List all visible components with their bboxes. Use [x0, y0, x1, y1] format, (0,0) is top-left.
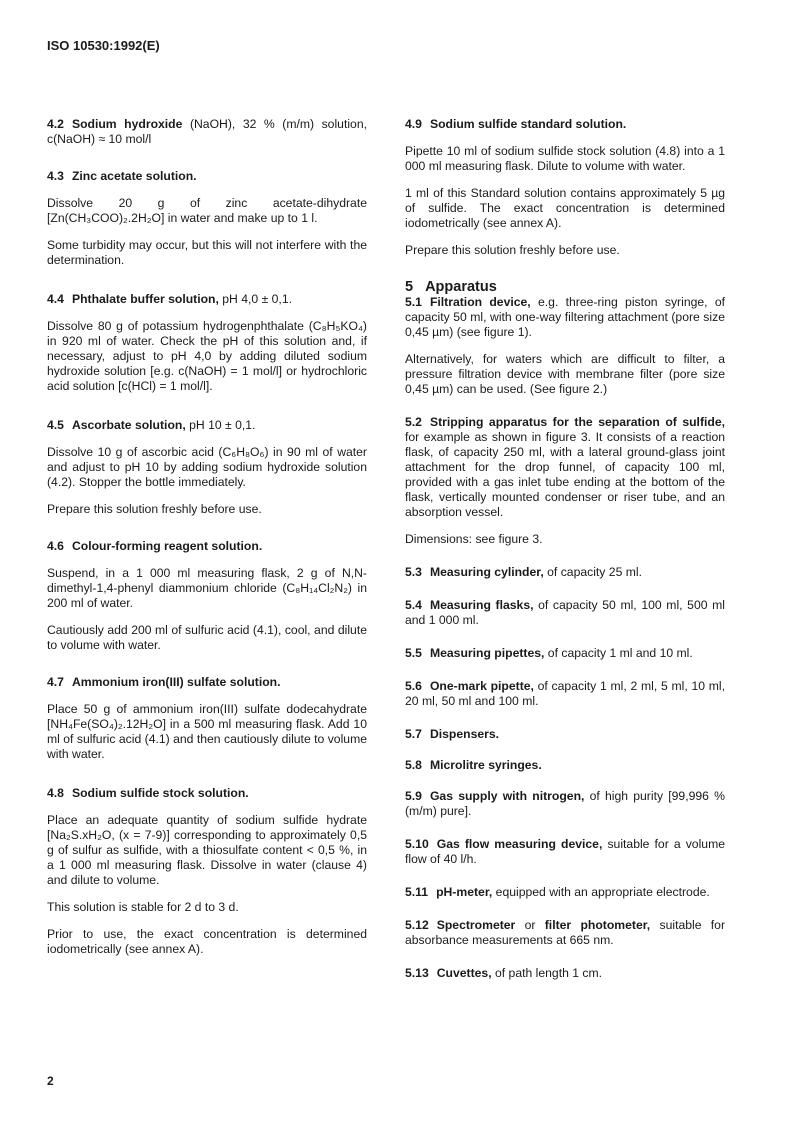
paragraph: This solution is stable for 2 d to 3 d.: [47, 900, 239, 914]
paragraph: Pipette 10 ml of sodium sulfide stock solution (4.8) into a 1 000 ml measuring flask. Dilute to volume with water.: [405, 144, 725, 173]
paragraph: Cautiously add 200 ml of sulfuric acid (4.1), cool, and dilute to volume with water.: [47, 623, 367, 652]
clause-title: Gas supply with nitrogen,: [429, 789, 585, 803]
paragraph: Alternatively, for waters which are difficult to filter, a pressure filtration device with membrane filter (pore size 0,45 µm) can be used. (See figure 2.): [405, 352, 725, 396]
clause-title: Colour-forming reagent solution.: [71, 539, 263, 553]
clause-number: 5.7: [405, 727, 422, 741]
clause-text: of capacity 25 ml.: [547, 565, 642, 579]
clause-5-4: [405, 598, 725, 628]
clause-5-5: [405, 646, 725, 661]
clause-number: 5.13: [405, 966, 429, 980]
paragraph: Dissolve 20 g of zinc acetate-dihydrate [Zn(CH₃COO)₂.2H₂O] in water and make up to 1 l.: [47, 196, 367, 225]
paragraph: 1 ml of this Standard solution contains approximately 5 µg of sulfide. The exact concentration is determined iodometrically (see annex A).: [405, 186, 725, 230]
paragraph: Dissolve 80 g of potassium hydrogenphthalate (C₈H₅KO₄) in 920 ml of water. Check the pH of this solution and, if necessary, adjust to pH 4,0 by adding diluted sodium hydroxide solution [e.g. c(NaOH) = 1 mol/l] or hydrochloric acid solution [c(HCl) = 1 mol/l].: [47, 319, 367, 393]
clause-title: pH-meter,: [436, 885, 493, 899]
clause-title: One-mark pipette,: [429, 679, 534, 693]
clause-title: Zinc acetate solution.: [71, 169, 197, 183]
clause-text: equipped with an appropriate electrode.: [495, 885, 710, 899]
clause-title-tail: pH 10 ± 0,1.: [189, 418, 256, 432]
right-column: [405, 117, 725, 999]
clause-title: Spectrometer: [436, 918, 516, 932]
paragraph: Prior to use, the exact concentration is determined iodometrically (see annex A).: [47, 927, 367, 956]
clause-number: 4.5: [47, 418, 64, 432]
clause-text: e.g. three-ring piston syringe, of capacity 50 ml, with one-way filtering attachment (pore size 0,45 µm) (see figure 1).: [405, 295, 725, 339]
clause-5-2: [405, 415, 725, 547]
clause-4-5: [47, 418, 367, 517]
paragraph: Prepare this solution freshly before use.: [405, 243, 620, 257]
clause-number: 4.6: [47, 539, 64, 553]
clause-4-8: [47, 786, 367, 957]
clause-text: of high purity [99,996 % (m/m) pure].: [405, 789, 725, 818]
clause-title: Stripping apparatus for the separation of sulfide,: [429, 415, 725, 429]
clause-title: Measuring flasks,: [429, 598, 534, 612]
document-header: ISO 10530:1992(E): [47, 38, 160, 53]
clause-number: 4.2: [47, 117, 64, 131]
clause-4-6: [47, 539, 367, 653]
clause-5-13: [405, 966, 725, 981]
clause-text: of path length 1 cm.: [495, 966, 603, 980]
clause-title: Microlitre syringes.: [429, 758, 542, 772]
clause-number: 5.1: [405, 295, 422, 309]
section-title: Apparatus: [425, 279, 497, 295]
clause-5-7: [405, 727, 725, 742]
paragraph: Some turbidity may occur, but this will not interfere with the determination.: [47, 238, 367, 267]
clause-text: of capacity 1 ml, 2 ml, 5 ml, 10 ml, 20 ml, 50 ml and 100 ml.: [405, 679, 725, 708]
clause-4-4: [47, 292, 367, 394]
clause-number: 5.8: [405, 758, 422, 772]
clause-title: Measuring pipettes,: [429, 646, 545, 660]
clause-number: 5.9: [405, 789, 422, 803]
clause-title-tail: pH 4,0 ± 0,1.: [222, 292, 292, 306]
page-number: 2: [47, 1074, 54, 1088]
section-number: 5: [405, 279, 414, 295]
clause-number: 4.3: [47, 169, 64, 183]
clause-text: of capacity 50 ml, 100 ml, 500 ml and 1 000 ml.: [405, 598, 726, 627]
clause-title: Sodium sulfide stock solution.: [71, 786, 249, 800]
left-column: [47, 117, 367, 975]
clause-title-alt: filter photometer,: [544, 918, 651, 932]
clause-number: 5.12: [405, 918, 429, 932]
clause-number: 4.7: [47, 675, 64, 689]
clause-number: 5.5: [405, 646, 422, 660]
clause-title: Phthalate buffer solution,: [71, 292, 219, 306]
clause-5-1: [405, 295, 725, 397]
clause-5-9: [405, 789, 725, 819]
clause-text: suitable for absorbance measurements at 665 nm.: [405, 918, 726, 947]
clause-title: Gas flow measuring device,: [436, 837, 603, 851]
clause-number: 5.2: [405, 415, 422, 429]
clause-5-11: [405, 885, 725, 900]
paragraph: Prepare this solution freshly before use.: [47, 502, 262, 516]
clause-text: for example as shown in figure 3. It consists of a reaction flask, of capacity 250 ml, with a lateral ground-glass joint attachment for the drop funnel, of capacity 100 ml, provided with a gas inlet tube ending at the bottom of the flask, vertically mounted condenser or riser tube, and an absorption vessel.: [405, 430, 725, 519]
clause-connector: or: [524, 918, 536, 932]
clause-title: Ascorbate solution,: [71, 418, 186, 432]
paragraph: Place 50 g of ammonium iron(III) sulfate dodecahydrate [NH₄Fe(SO₄)₂.12H₂O] in a 500 ml measuring flask. Add 10 ml of sulfuric acid (4.1) and then cautiously dilute to volume with water.: [47, 702, 367, 761]
clause-text: of capacity 1 ml and 10 ml.: [547, 646, 693, 660]
clause-text: (NaOH), 32 % (m/m) solution, c(NaOH) ≈ 10 mol/l: [47, 117, 367, 146]
clause-title: Measuring cylinder,: [429, 565, 544, 579]
clause-title: Sodium hydroxide: [71, 117, 183, 131]
clause-number: 4.8: [47, 786, 64, 800]
clause-number: 4.4: [47, 292, 64, 306]
paragraph: Dissolve 10 g of ascorbic acid (C₆H₈O₆) in 90 ml of water and adjust to pH 10 by adding sodium hydroxide solution (4.2). Stopper the bottle immediately.: [47, 445, 367, 489]
paragraph: Suspend, in a 1 000 ml measuring flask, 2 g of N,N-dimethyl-1,4-phenyl diammonium chloride (C₈H₁₄Cl₂N₂) in 200 ml of water.: [47, 566, 367, 610]
clause-title: Filtration device,: [429, 295, 531, 309]
clause-4-9: [405, 117, 725, 258]
clause-number: 5.11: [405, 885, 429, 899]
clause-number: 5.10: [405, 837, 429, 851]
clause-4-2: [47, 117, 367, 147]
clause-5-10: [405, 837, 725, 867]
clause-title: Dispensers.: [429, 727, 500, 741]
clause-title: Ammonium iron(III) sulfate solution.: [71, 675, 281, 689]
clause-title: Cuvettes,: [436, 966, 492, 980]
clause-5-3: [405, 565, 725, 580]
clause-4-7: [47, 675, 367, 762]
clause-4-3: [47, 169, 367, 268]
clause-title: Sodium sulfide standard solution.: [429, 117, 627, 131]
paragraph: Dimensions: see figure 3.: [405, 532, 543, 546]
clause-number: 5.6: [405, 679, 422, 693]
clause-number: 5.4: [405, 598, 422, 612]
clause-number: 4.9: [405, 117, 422, 131]
clause-5-12: [405, 918, 725, 948]
clause-5-8: [405, 758, 725, 773]
clause-text: suitable for a volume flow of 40 l/h.: [405, 837, 725, 866]
paragraph: Place an adequate quantity of sodium sulfide hydrate [Na₂S.xH₂O, (x = 7-9)] corresponding to approximately 0,5 g of sulfur as sulfide, with a thiosulfate content < 0,5 %, in a 1 000 ml measuring flask. Dissolve in water (clause 4) and dilute to volume.: [47, 813, 367, 887]
clause-5-6: [405, 679, 725, 709]
clause-number: 5.3: [405, 565, 422, 579]
section-heading-apparatus: [405, 280, 725, 295]
